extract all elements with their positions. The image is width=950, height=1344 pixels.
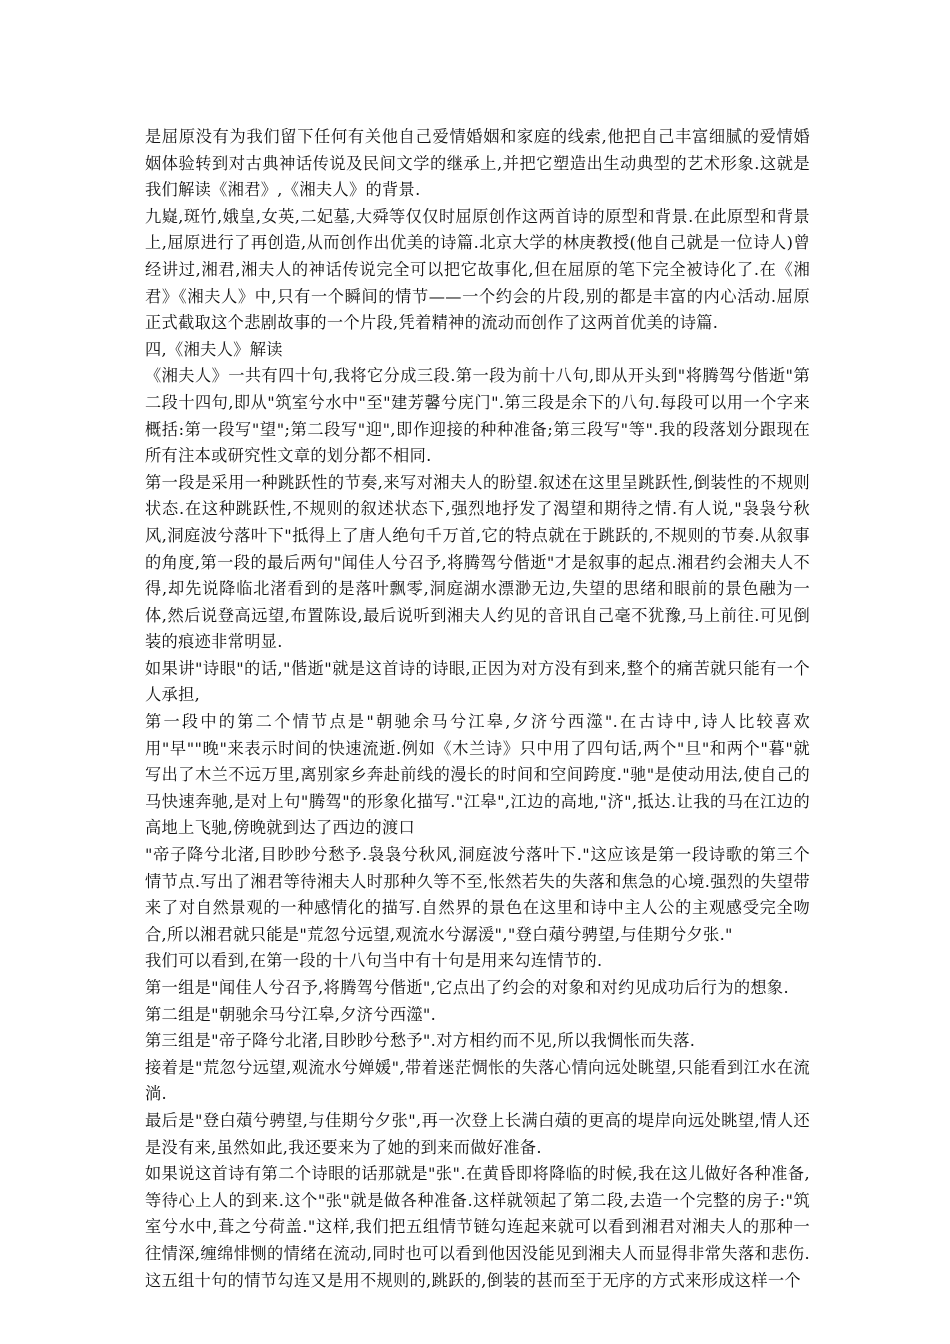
paragraph-structure: 《湘夫人》一共有四十句,我将它分成三段.第一段为前十八句,即从开头到"将腾驾兮偕逝"第二段十四句,即从"筑室兮水中"至"建芳馨兮庑门".第三段是余下的八句.每段可以用一个字来概括:第一段写"望";第二段写"迎",即作迎接的种种准备;第三段写"等".我的段落划分跟现在所有注本或研究性文章的划分都不相同. bbox=[145, 366, 810, 466]
paragraph-third-plot-point: "帝子降兮北渚,目眇眇兮愁予.袅袅兮秋风,洞庭波兮落叶下."这应该是第一段诗歌的第三个情节点.写出了湘君等待湘夫人时那种久等不至,怅然若失的失落和焦急的心境.强烈的失望带来了对自然景观的一种感情化的描写.自然界的景色在这里和诗中主人公的主观感受完全吻合,所以湘君就只能是"荒忽兮远望,观流水兮潺湲","登白薠兮骋望,与佳期兮夕张." bbox=[145, 845, 810, 944]
paragraph-second-plot-point: 第一段中的第二个情节点是"朝驰余马兮江皋,夕济兮西澨".在古诗中,诗人比较喜欢用"早""晚"来表示时间的快速流逝.例如《木兰诗》只中用了四句话,两个"旦"和两个"暮"就写出了木兰不远万里,离别家乡奔赴前线的漫长的时间和空间跨度."驰"是使动用法,使自己的马快速奔驰,是对上句"腾驾"的形象化描写."江皋",江边的高地,"济",抵达.让我的马在江边的高地上飞驰,傍晚就到达了西边的渡口 bbox=[145, 712, 810, 838]
paragraph-ten-lines: 我们可以看到,在第一段的十八句当中有十句是用来勾连情节的. bbox=[145, 951, 603, 971]
paragraph-prototype: 九嶷,斑竹,娥皇,女英,二妃墓,大舜等仅仅时屈原创作这两首诗的原型和背景.在此原型和背景上,屈原进行了再创造,从而创作出优美的诗篇.北京大学的林庚教授(他自己就是一位诗人)曾经讲过,湘君,湘夫人的神话传说完全可以把它故事化,但在屈原的笔下完全被诗化了.在《湘君》《湘夫人》中,只有一个瞬间的情节——一个约会的片段,别的都是丰富的内心活动.屈原正式截取这个悲剧故事的一个片段,凭着精神的流动而创作了这两首优美的诗篇. bbox=[145, 206, 810, 333]
paragraph-group-two: 第二组是"朝驰余马兮江皋,夕济兮西澨". bbox=[145, 1004, 437, 1024]
paragraph-poem-eye: 如果讲"诗眼"的话,"偕逝"就是这首诗的诗眼,正因为对方没有到来,整个的痛苦就只能有一个人承担, bbox=[145, 658, 810, 705]
paragraph-group-one: 第一组是"闻佳人兮召予,将腾驾兮偕逝",它点出了约会的对象和对约见成功后行为的想象. bbox=[145, 978, 789, 997]
paragraph-group-four: 接着是"荒忽兮远望,观流水兮婵媛",带着迷茫惆怅的失落心情向远处眺望,只能看到江水在流淌. bbox=[145, 1057, 810, 1104]
paragraph-first-section: 第一段是采用一种跳跃性的节奏,来写对湘夫人的盼望.叙述在这里呈跳跃性,倒装性的不规则状态.在这种跳跃性,不规则的叙述状态下,强烈地抒发了渴望和期待之情.有人说,"袅袅兮秋风,洞庭波兮落叶下"抵得上了唐人绝句千万首,它的特点就在于跳跃的,不规则的节奏.从叙事的角度,第一段的最后两句"闻佳人兮召予,将腾驾兮偕逝"才是叙事的起点.湘君约会湘夫人不得,却先说降临北渚看到的是落叶飘零,洞庭湖水漂渺无边,失望的思绪和眼前的景色融为一体,然后说登高远望,布置陈设,最后说听到湘夫人约见的音讯自己毫不犹豫,马上前往.可见倒装的痕迹非常明显. bbox=[145, 472, 810, 652]
section-heading: 四,《湘夫人》解读 bbox=[145, 339, 283, 359]
article-body bbox=[145, 124, 810, 1294]
paragraph-second-poem-eye: 如果说这首诗有第二个诗眼的话那就是"张".在黄昏即将降临的时候,我在这儿做好各种准备,等待心上人的到来.这个"张"就是做各种准备.这样就领起了第二段,去造一个完整的房子:"筑室兮水中,葺之兮荷盖."这样,我们把五组情节链勾连起来就可以看到湘君对湘夫人的那种一往情深,缠绵悱恻的情绪在流动,同时也可以看到他因没能见到湘夫人而显得非常失落和悲伤.这五组十句的情节勾连又是用不规则的,跳跃的,倒装的甚而至于无序的方式来形成这样一个 bbox=[145, 1164, 810, 1290]
paragraph-background: 是屈原没有为我们留下任何有关他自己爱情婚姻和家庭的线索,他把自己丰富细腻的爱情婚姻体验转到对古典神话传说及民间文学的继承上,并把它塑造出生动典型的艺术形象.这就是我们解读《湘君》,《湘夫人》的背景. bbox=[145, 127, 810, 200]
paragraph-group-three: 第三组是"帝子降兮北渚,目眇眇兮愁予".对方相约而不见,所以我惆怅而失落. bbox=[145, 1031, 696, 1051]
paragraph-group-five: 最后是"登白薠兮骋望,与佳期兮夕张",再一次登上长满白薠的更高的堤岸向远处眺望,情人还是没有来,虽然如此,我还要来为了她的到来而做好准备. bbox=[145, 1110, 810, 1157]
